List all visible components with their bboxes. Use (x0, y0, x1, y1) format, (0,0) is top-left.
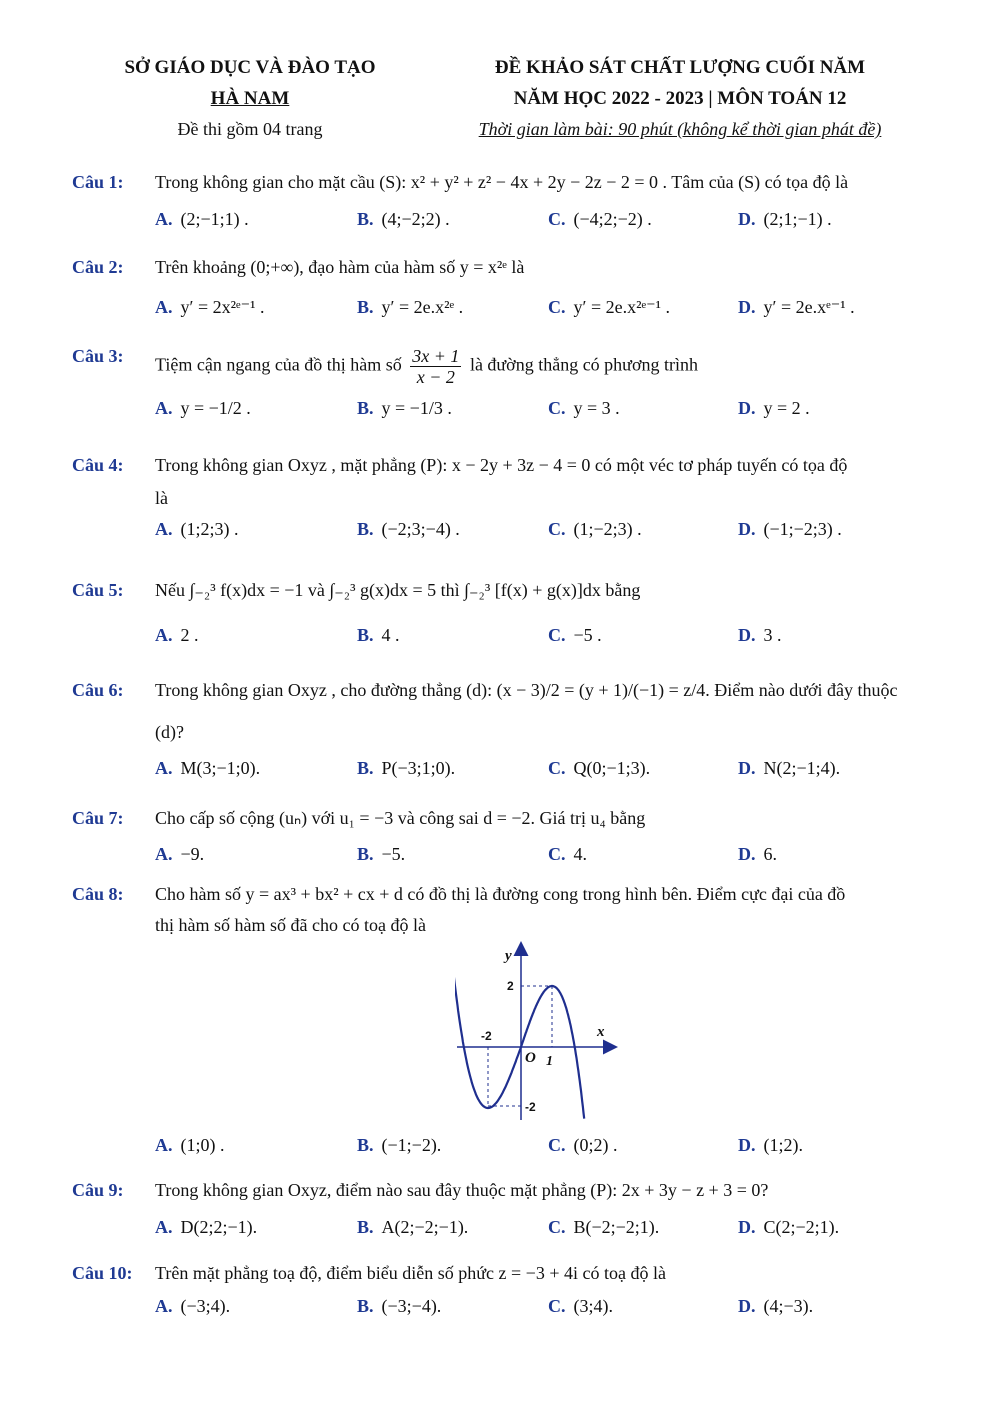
option-d[interactable]: D. N(2;−1;4). (738, 758, 841, 778)
option-c[interactable]: C. Q(0;−1;3). (548, 758, 651, 778)
option-b[interactable]: B. P(−3;1;0). (357, 758, 456, 778)
option-d[interactable]: D. (−1;−2;3) . (738, 519, 842, 539)
department-name: SỞ GIÁO DỤC VÀ ĐÀO TẠO (124, 57, 376, 78)
question-label: Câu 8: (72, 884, 124, 904)
option-b[interactable]: B. A(2;−2;−1). (357, 1217, 469, 1237)
option-a[interactable]: A. (1;0) . (155, 1135, 225, 1155)
option-c[interactable]: C. (0;2) . (548, 1135, 618, 1155)
cubic-graph (455, 938, 625, 1123)
exam-duration: Thời gian làm bài: 90 phút (không kể thời gian phát đề) (478, 119, 882, 139)
option-c[interactable]: C. 4. (548, 844, 587, 864)
question-label: Câu 6: (72, 680, 124, 700)
option-b[interactable]: B. (−1;−2). (357, 1135, 442, 1155)
question-text: Cho hàm số y = ax³ + bx² + cx + d có đồ thị là đường cong trong hình bên. Điểm cực đại của đồ (155, 884, 846, 904)
option-c[interactable]: C. −5 . (548, 625, 602, 645)
exam-title: ĐỀ KHẢO SÁT CHẤT LƯỢNG CUỐI NĂM (494, 57, 866, 78)
option-b[interactable]: B. y = −1/3 . (357, 398, 452, 418)
option-b[interactable]: B. (−2;3;−4) . (357, 519, 460, 539)
option-a[interactable]: A. y = −1/2 . (155, 398, 251, 418)
x-axis-label: x (597, 1024, 605, 1040)
option-c[interactable]: C. y = 3 . (548, 398, 620, 418)
question-text-line2: là (155, 488, 168, 508)
tick-x-1: 1 (546, 1054, 553, 1069)
option-d[interactable]: D. y′ = 2e.xᵉ⁻¹ . (738, 297, 855, 317)
option-d[interactable]: D. C(2;−2;1). (738, 1217, 840, 1237)
option-a[interactable]: A. D(2;2;−1). (155, 1217, 258, 1237)
option-d[interactable]: D. 3 . (738, 625, 782, 645)
question-text: Trong không gian Oxyz, điểm nào sau đây thuộc mặt phẳng (P): 2x + 3y − z + 3 = 0? (155, 1180, 769, 1200)
question-label: Câu 2: (72, 257, 124, 277)
question-text: Trong không gian Oxyz , mặt phẳng (P): x − 2y + 3z − 4 = 0 có một véc tơ pháp tuyến có tọa độ (155, 455, 848, 475)
tick-y-neg2: -2 (525, 1100, 536, 1114)
option-a[interactable]: A. (1;2;3) . (155, 519, 239, 539)
header-left (95, 52, 405, 145)
option-b[interactable]: B. −5. (357, 844, 406, 864)
cubic-curve (455, 972, 584, 1119)
option-d[interactable]: D. 6. (738, 844, 777, 864)
option-d[interactable]: D. (1;2). (738, 1135, 803, 1155)
province-name: HÀ NAM (210, 88, 290, 109)
question-text: Trong không gian cho mặt cầu (S): x² + y² + z² − 4x + 2y − 2z − 2 = 0 . Tâm của (S) có tọa độ là (155, 172, 849, 192)
origin-label: O (525, 1050, 536, 1066)
tick-y-2: 2 (507, 979, 514, 993)
option-a[interactable]: A. (−3;4). (155, 1296, 231, 1316)
option-b[interactable]: B. y′ = 2e.x²ᵉ . (357, 297, 464, 317)
question-label: Câu 9: (72, 1180, 124, 1200)
question-text-line2: (d)? (155, 722, 184, 742)
option-c[interactable]: C. (3;4). (548, 1296, 613, 1316)
option-a[interactable]: A. −9. (155, 844, 205, 864)
option-a[interactable]: A. M(3;−1;0). (155, 758, 261, 778)
y-axis-label: y (505, 948, 512, 964)
tick-x-neg2: -2 (481, 1029, 492, 1043)
question-text: Trong không gian Oxyz , cho đường thẳng (d): (x − 3)/2 = (y + 1)/(−1) = z/4. Điểm nào dưới đây thuộc (155, 680, 898, 700)
option-b[interactable]: B. (−3;−4). (357, 1296, 442, 1316)
option-d[interactable]: D. (2;1;−1) . (738, 209, 832, 229)
question-text: Nếu ∫₋₂³ f(x)dx = −1 và ∫₋₂³ g(x)dx = 5 thì ∫₋₂³ [f(x) + g(x)]dx bằng (155, 580, 641, 600)
question-label: Câu 7: (72, 808, 124, 828)
question-text: Tiệm cận ngang của đồ thị hàm số $\frac{3x + 1}{x - 2}$ là đường thẳng có phương trình (155, 346, 698, 387)
question-text: Cho cấp số cộng (uₙ) với u₁ = −3 và công sai d = −2. Giá trị u₄ bằng (155, 808, 646, 828)
page-count-note: Đề thi gồm 04 trang (177, 119, 323, 139)
option-a[interactable]: A. 2 . (155, 625, 199, 645)
exam-subtitle: NĂM HỌC 2022 - 2023 | MÔN TOÁN 12 (513, 88, 847, 109)
option-b[interactable]: B. 4 . (357, 625, 400, 645)
option-b[interactable]: B. (4;−2;2) . (357, 209, 450, 229)
question-label: Câu 10: (72, 1263, 133, 1283)
fraction: $\frac{3x + 1}{x - 2}$ (412, 346, 460, 387)
option-c[interactable]: C. (−4;2;−2) . (548, 209, 652, 229)
question-label: Câu 3: (72, 346, 124, 366)
question-label: Câu 5: (72, 580, 124, 600)
question-label: Câu 1: (72, 172, 124, 192)
question-text-line2: thị hàm số hàm số đã cho có toạ độ là (155, 915, 426, 935)
option-c[interactable]: C. (1;−2;3) . (548, 519, 642, 539)
header-right (455, 52, 905, 145)
option-c[interactable]: C. B(−2;−2;1). (548, 1217, 660, 1237)
option-c[interactable]: C. y′ = 2e.x²ᵉ⁻¹ . (548, 297, 670, 317)
option-a[interactable]: A. y′ = 2x²ᵉ⁻¹ . (155, 297, 265, 317)
option-d[interactable]: D. y = 2 . (738, 398, 810, 418)
option-d[interactable]: D. (4;−3). (738, 1296, 814, 1316)
question-text: Trên khoảng (0;+∞), đạo hàm của hàm số y = x²ᵉ là (155, 257, 525, 277)
question-label: Câu 4: (72, 455, 124, 475)
question-text: Trên mặt phẳng toạ độ, điểm biểu diễn số phức z = −3 + 4i có toạ độ là (155, 1263, 666, 1283)
option-a[interactable]: A. (2;−1;1) . (155, 209, 249, 229)
